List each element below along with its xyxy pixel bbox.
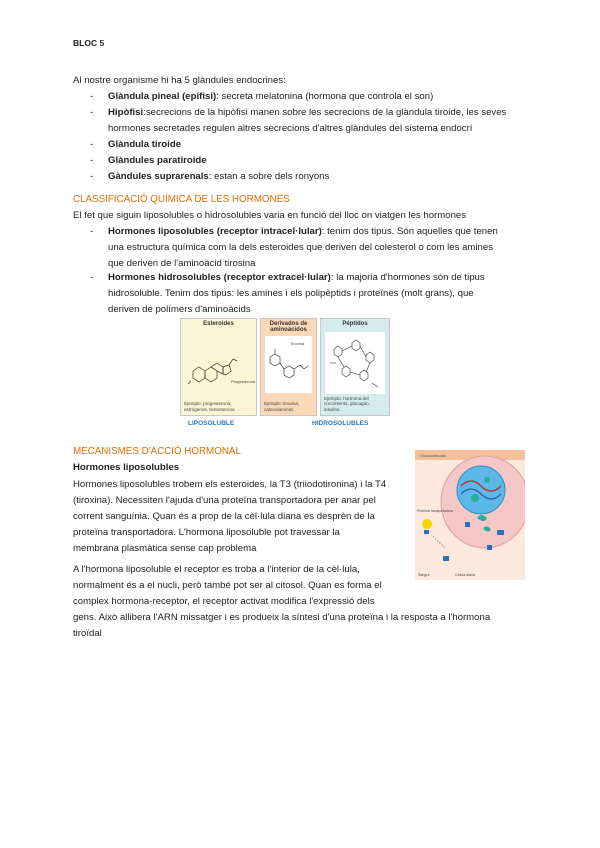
liposoluble-hormone-mechanism-figure (415, 450, 525, 580)
svg-text:Tiroxina: Tiroxina (290, 341, 305, 346)
section-title-classification: CLASSIFICACIÓ QUÍMICA DE LES HORMONES (73, 194, 290, 205)
svg-text:Glucocorticoide: Glucocorticoide (420, 454, 447, 458)
amino-acid-derivatives-panel (260, 318, 317, 416)
section-title-mechanisms: MECANISMES D'ACCIÓ HORMONAL (73, 446, 241, 457)
intro-text: Al nostre organisme hi ha 5 glàndules endocrines: (73, 75, 286, 86)
subsection-title: Hormones liposolubles (73, 462, 180, 473)
gland-item: - Glàndula tiroide (90, 139, 182, 150)
cell-mechanism-illustration (415, 450, 525, 580)
svg-text:Proteína transportadora: Proteína transportadora (417, 509, 453, 513)
section-intro: El fet que siguin liposolubles o hidrosolubles varia en funció del lloc on viatgen les hormones (73, 210, 467, 221)
panel-caption: Ejemplo: tiroxina, catecolaminas (264, 401, 300, 412)
hidrosoluble-label: HIDROSOLUBLES (312, 420, 369, 427)
panel-title: Derivados de aminoácidos (269, 321, 308, 333)
page-header: BLOC 5 (73, 38, 105, 48)
gland-item-continuation: hormones secretades regulen altres secrecions d'altres glàndules del sistema endocrí (108, 123, 473, 134)
hormone-type-item: - Hormones hidrosolubles (receptor extracel·lular): la majoria d'hormones són de tipus hidrosoluble. Tenim dos tipus: les amines i els polipèptids i proteïnes (molt grans), que deriven de polímers d'aminoàcids (90, 272, 485, 315)
svg-text:Progesterona: Progesterona (231, 379, 256, 384)
paragraph-intracellular-receptor: A l'hormona liposoluble el receptor es troba a l'interior de la cèl·lula, normalment és a el nucli, però també pot ser al citosol. Quan es forma el complex hormona-receptor, el receptor activat modifica l'expressió dels gens. Això allibera l'ARN missatger i es produeix la síntesi d'una proteïna i la resposta a l'hormona tiroïdal (73, 564, 491, 639)
liposoluble-label: LIPOSOLUBLE (188, 420, 235, 427)
gland-item: - Glàndula pineal (epífisi): secreta melatonina (hormona que controla el son) (90, 91, 434, 102)
steroids-panel (180, 318, 257, 416)
hormone-classification-figure (180, 318, 390, 418)
paragraph-liposoluble-transport: Hormones liposolubles trobem els esteroides, la T3 (triiodotironina) i la T4 (tiroxina). Necessiten l'ajuda d'una proteïna transportadora per anar pel corrent sanguínia. Quan és a prop de la cèl·lula diana es desprèn de la proteïna transportadora. L'hormona liposoluble pot travessar la membrana plasmàtica sense cap problema (73, 479, 387, 554)
tyrosine-derivative-structure-icon (262, 333, 315, 393)
svg-text:Célula diana: Célula diana (455, 573, 475, 577)
panel-title: Esteroides (203, 321, 234, 327)
panel-caption: Ejemplo: hormona del crecimiento, glucagón, insulina (324, 395, 370, 412)
svg-text:Sangre: Sangre (418, 573, 430, 577)
panel-title: Péptidos (342, 321, 368, 327)
gland-item: - Hipòfisi:secrecions de la hipòfisi manen sobre les secrecions de la glàndula tiroide, les seves (90, 107, 507, 118)
peptide-structure-icon (322, 329, 388, 395)
hormone-type-item: - Hormones liposolubles (receptor intracel·lular): tenim dos tipus. Són aquelles que tenen una estructura química com la dels esteroides que deriven del colesterol o com les amines que deriven de l'aminoàcid tirosina (90, 226, 498, 269)
steroid-structure-icon (181, 331, 256, 391)
panel-caption: Ejemplo: progesterona, estrógenos, testosterona (184, 401, 235, 412)
gland-item: - Gàndules suprarenals: estan a sobre dels ronyons (90, 171, 330, 182)
gland-item: - Glàndules paratiroide (90, 155, 207, 166)
peptides-panel (320, 318, 390, 416)
